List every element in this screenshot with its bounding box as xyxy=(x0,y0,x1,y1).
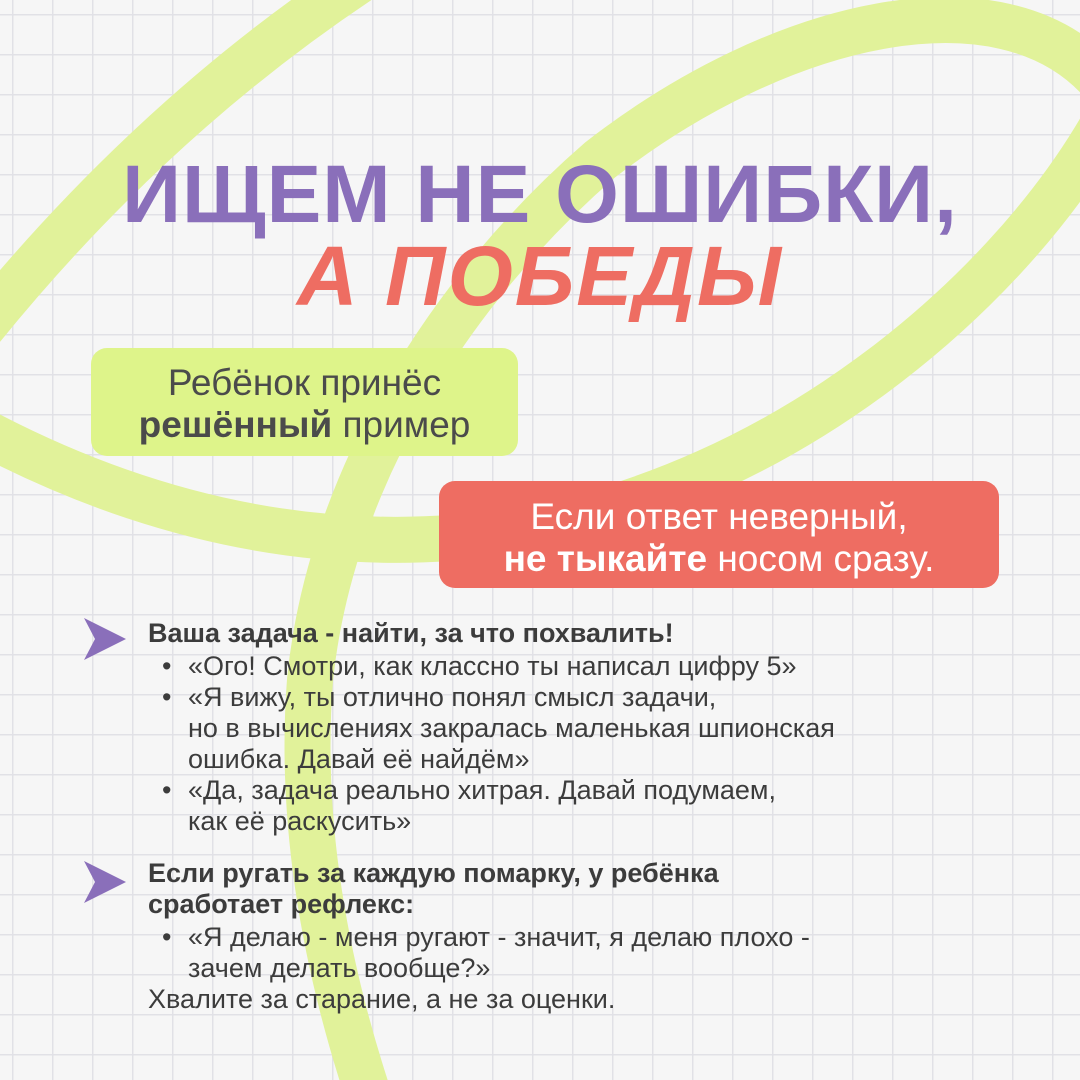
reflex-section xyxy=(148,858,1028,1015)
list-item xyxy=(188,922,1028,984)
reflex-heading-line-1: Если ругать за каждую помарку, у ребёнка xyxy=(148,858,719,888)
praise-heading: Ваша задача - найти, за что похвалить! xyxy=(148,618,674,648)
title-line-1: ИЩЕМ НЕ ОШИБКИ, xyxy=(122,149,958,240)
reflex-quotes-list xyxy=(148,922,1028,984)
callout-correct-line-1: Ребёнок принёс xyxy=(167,362,442,403)
quote-line: «Да, задача реально хитрая. Давай подумаем, xyxy=(188,775,776,805)
quote-line: зачем делать вообще?» xyxy=(188,953,491,983)
praise-quotes-list xyxy=(148,651,1028,837)
praise-section xyxy=(148,618,1028,837)
list-item xyxy=(188,682,1028,775)
quote-line: но в вычислениях закралась маленькая шпионская xyxy=(188,713,835,743)
closing-advice: Хвалите за старание, а не за оценки. xyxy=(148,984,616,1014)
list-item xyxy=(188,775,1028,837)
list-item xyxy=(188,651,1028,682)
callout-correct-bold: решённый xyxy=(138,404,333,445)
quote-line: как её раскусить» xyxy=(188,806,412,836)
reflex-heading-line-2: сработает рефлекс: xyxy=(148,889,415,919)
title-line-2: А ПОБЕДЫ xyxy=(297,229,783,323)
quote-line: «Я делаю - меня ругают - значит, я делаю плохо - xyxy=(188,922,810,952)
callout-correct-rest: пример xyxy=(332,404,471,445)
callout-correct-line-2 xyxy=(91,404,518,446)
reflex-heading xyxy=(148,858,1028,920)
callout-wrong-answer xyxy=(439,481,999,588)
quote-line: ошибка. Давай её найдём» xyxy=(188,744,530,774)
callout-wrong-line-2 xyxy=(439,538,999,580)
callout-wrong-rest: носом сразу. xyxy=(707,538,935,579)
callout-wrong-line-1: Если ответ неверный, xyxy=(530,496,908,537)
quote-line: «Ого! Смотри, как классно ты написал цифру 5» xyxy=(188,651,797,681)
quote-line: «Я вижу, ты отлично понял смысл задачи, xyxy=(188,682,717,712)
callout-wrong-bold: не тыкайте xyxy=(503,538,708,579)
play-arrow-icon xyxy=(80,857,130,907)
play-arrow-icon xyxy=(80,614,130,664)
callout-correct-example xyxy=(91,348,518,456)
